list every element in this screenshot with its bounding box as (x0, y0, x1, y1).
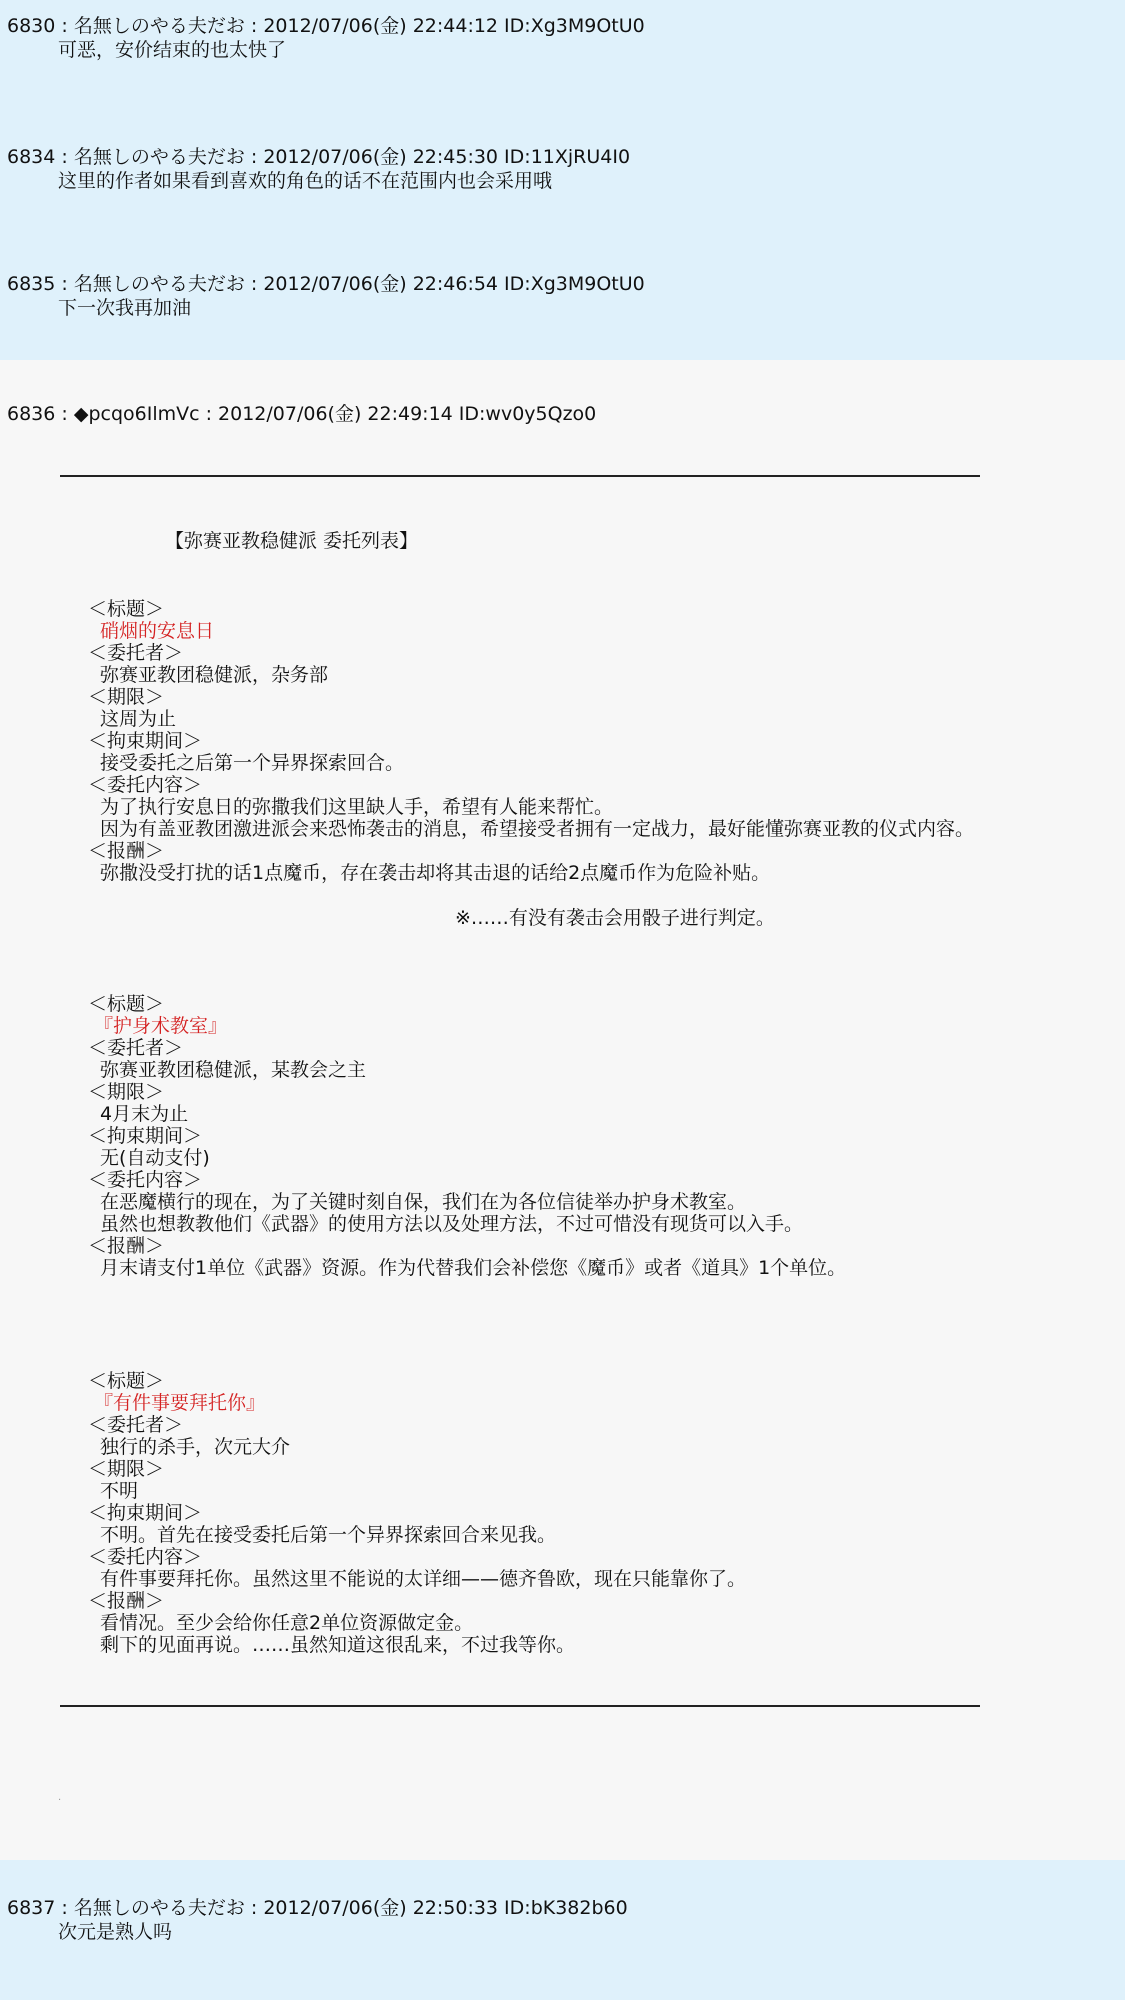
post-header-6830: 6830 : 名無しのやる夫だお : 2012/07/06(金) 22:44:12 ID:Xg3M9OtU0 (7, 15, 645, 37)
quest-list-title: 【弥赛亚教稳健派 委托列表】 (165, 530, 419, 552)
q2-deadline-label: ＜期限＞ (88, 1081, 165, 1103)
q2-content-line-2: 虽然也想教教他们《武器》的使用方法以及处理方法，不过可惜没有现货可以入手。 (100, 1213, 804, 1235)
q2-client-label: ＜委托者＞ (88, 1037, 184, 1059)
post-header-6834: 6834 : 名無しのやる夫だお : 2012/07/06(金) 22:45:30 ID:11XjRU4I0 (7, 146, 631, 168)
q3-content-line-1: 有件事要拜托你。虽然这里不能说的太详细——德齐鲁欧，现在只能靠你了。 (100, 1568, 747, 1590)
q1-content-line-1: 为了执行安息日的弥撒我们这里缺人手，希望有人能来帮忙。 (100, 796, 614, 818)
q3-deadline-label: ＜期限＞ (88, 1458, 165, 1480)
q3-client: 独行的杀手，次元大介 (100, 1436, 291, 1458)
q1-subject-label: ＜标题＞ (88, 598, 165, 620)
q1-deadline: 这周为止 (100, 708, 177, 730)
q2-binding-label: ＜拘束期间＞ (88, 1125, 203, 1147)
q1-deadline-label: ＜期限＞ (88, 686, 165, 708)
q1-content-label: ＜委托内容＞ (88, 774, 203, 796)
q2-client: 弥赛亚教团稳健派，某教会之主 (100, 1059, 367, 1081)
q2-reward: 月末请支付1单位《武器》资源。作为代替我们会补偿您《魔币》或者《道具》1个单位。 (100, 1257, 847, 1279)
q2-content-line-1: 在恶魔横行的现在，为了关键时刻自保，我们在为各位信徒举办护身术教室。 (100, 1191, 747, 1213)
q1-reward-label: ＜报酬＞ (88, 840, 165, 862)
trailing-mark: . (58, 1792, 62, 1803)
q3-reward-line-1: 看情况。至少会给你任意2单位资源做定金。 (100, 1612, 474, 1634)
post-body-6830: 可恶，安价结束的也太快了 (58, 39, 287, 61)
post-header-6837: 6837 : 名無しのやる夫だお : 2012/07/06(金) 22:50:33 ID:bK382b60 (7, 1897, 628, 1919)
op-post (0, 360, 1125, 1860)
q2-content-label: ＜委托内容＞ (88, 1169, 203, 1191)
q3-reward-label: ＜报酬＞ (88, 1590, 165, 1612)
q1-note: ※……有没有袭击会用骰子进行判定。 (455, 907, 775, 929)
q2-reward-label: ＜报酬＞ (88, 1235, 165, 1257)
q3-subject-label: ＜标题＞ (88, 1370, 165, 1392)
post-group-top (0, 0, 1125, 360)
post-header-6835: 6835 : 名無しのやる夫だお : 2012/07/06(金) 22:46:54 ID:Xg3M9OtU0 (7, 273, 645, 295)
q1-reward: 弥撒没受打扰的话1点魔币，存在袭击却将其击退的话给2点魔币作为危险补贴。 (100, 862, 771, 884)
q3-subject: 『有件事要拜托你』 (94, 1392, 266, 1414)
post-body-6837: 次元是熟人吗 (58, 1921, 173, 1943)
q2-binding: 无(自动支付) (100, 1147, 210, 1169)
q3-content-label: ＜委托内容＞ (88, 1546, 203, 1568)
post-body-6834: 这里的作者如果看到喜欢的角色的话不在范围内也会采用哦 (58, 170, 553, 192)
post-body-6835: 下一次我再加油 (58, 297, 192, 319)
q3-deadline: 不明 (100, 1480, 139, 1502)
q3-binding: 不明。首先在接受委托后第一个异界探索回合来见我。 (100, 1524, 557, 1546)
q1-binding-label: ＜拘束期间＞ (88, 730, 203, 752)
op-post-header: 6836 : ◆pcqo6IlmVc : 2012/07/06(金) 22:49:14 ID:wv0y5Qzo0 (7, 403, 597, 425)
divider-top (60, 475, 980, 477)
q1-binding: 接受委托之后第一个异界探索回合。 (100, 752, 405, 774)
q1-content-line-2: 因为有盖亚教团激进派会来恐怖袭击的消息，希望接受者拥有一定战力，最好能懂弥赛亚教的仪式内容。 (100, 818, 975, 840)
q2-deadline: 4月末为止 (100, 1103, 189, 1125)
q1-subject: 硝烟的安息日 (100, 620, 215, 642)
q3-reward-line-2: 剩下的见面再说。……虽然知道这很乱来，不过我等你。 (100, 1634, 576, 1656)
q3-binding-label: ＜拘束期间＞ (88, 1502, 203, 1524)
divider-bottom (60, 1705, 980, 1707)
q1-client: 弥赛亚教团稳健派，杂务部 (100, 664, 329, 686)
q2-subject: 『护身术教室』 (94, 1015, 228, 1037)
post-group-bottom (0, 1860, 1125, 2000)
q3-client-label: ＜委托者＞ (88, 1414, 184, 1436)
q1-client-label: ＜委托者＞ (88, 642, 184, 664)
q2-subject-label: ＜标题＞ (88, 993, 165, 1015)
